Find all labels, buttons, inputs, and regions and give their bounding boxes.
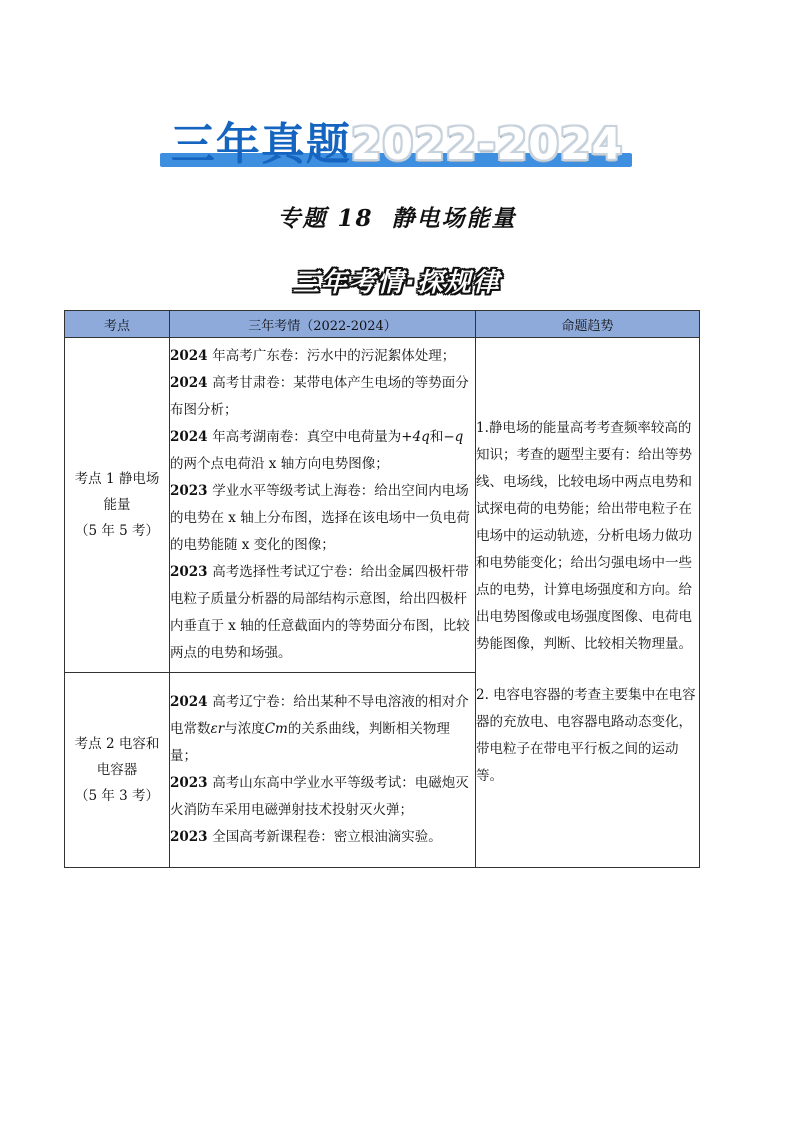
- recent-exams-cell: [170, 673, 476, 868]
- kaodian-line: 能量: [103, 497, 131, 513]
- trend-paragraph: 2. 电容电容器的考查主要集中在电容器的充放电、电容器电路动态变化，带电粒子在带电平行板之间的运动等。: [476, 687, 696, 784]
- exam-item: 2023 学业水平等级考试上海卷：给出空间内电场的电势在 x 轴上分布图，选择在该电场中一负电荷的电势能随 x 变化的图像；: [170, 483, 470, 553]
- banner-title: [0, 118, 794, 172]
- kaodian-line: 电容器: [96, 762, 138, 778]
- charge-symbol: −q: [443, 429, 464, 445]
- concentration-symbol: Cm: [264, 721, 288, 737]
- permittivity-symbol: εr: [210, 721, 225, 737]
- trend-paragraph: 1.静电场的能量高考考查频率较高的知识；考查的题型主要有：给出等势线、电场线，比较电场中两点电势和试探电荷的电势能；给出带电粒子在电场中的运动轨迹，分析电场力做功和电势能变化；给出匀强电场中一些点的电势，计算电场强度和方向。给出电势图像或电场强度图像、电荷电势能图像，判断、比较相关物理量。: [476, 420, 692, 652]
- exam-item: 2023 高考山东高中学业水平等级考试：电磁炮灭火消防车采用电磁弹射技术投射灭火弹；: [170, 775, 469, 818]
- recent-exams-cell: [170, 338, 476, 673]
- section-ribbon: 三年考情·探规律: [293, 268, 501, 298]
- exam-item: 2024 高考甘肃卷：某带电体产生电场的等势面分布图分析；: [170, 375, 469, 418]
- kaodian-line: 考点 1 静电场: [74, 471, 160, 487]
- exam-item: 2024 年高考湖南卷：真空中电荷量为+4q和−q的两个点电荷沿 x 轴方向电势图像；: [170, 429, 464, 472]
- kaodian-line: （5 年 3 考）: [74, 788, 160, 804]
- topic-title: [0, 200, 794, 233]
- kaodian-line: 考点 2 电容和: [74, 736, 160, 752]
- topic-name: 静电场能量: [391, 205, 517, 232]
- kaodian-line: （5 年 5 考）: [74, 523, 160, 539]
- kaodian-cell: [65, 338, 170, 673]
- topic-number: 专题 18: [277, 205, 374, 232]
- trend-cell: [476, 338, 700, 868]
- table-header-row: [65, 311, 700, 338]
- banner-title-years: 2022-2024: [350, 119, 624, 170]
- exam-item: 2023 全国高考新课程卷：密立根油滴实验。: [170, 829, 442, 845]
- exam-analysis-table: [64, 310, 700, 868]
- exam-item: 2024 高考辽宁卷：给出某种不导电溶液的相对介电常数εr与浓度Cm的关系曲线，判断相关物理量；: [170, 694, 469, 764]
- charge-symbol: +4q: [401, 429, 430, 445]
- exam-item: 2024 年高考广东卷：污水中的污泥絮体处理；: [170, 348, 456, 364]
- exam-item: 2023 高考选择性考试辽宁卷：给出金属四极杆带电粒子质量分析器的局部结构示意图，给出四极杆内垂直于 x 轴的任意截面内的等势面分布图，比较两点的电势和场强。: [170, 564, 470, 661]
- header-trend: 命题趋势: [476, 311, 700, 338]
- kaodian-cell: [65, 673, 170, 868]
- header-recent-years: 三年考情（2022-2024）: [170, 311, 476, 338]
- banner-title-cn: 三年真题: [170, 119, 351, 170]
- table-row: [65, 338, 700, 673]
- header-kaodian: 考点: [65, 311, 170, 338]
